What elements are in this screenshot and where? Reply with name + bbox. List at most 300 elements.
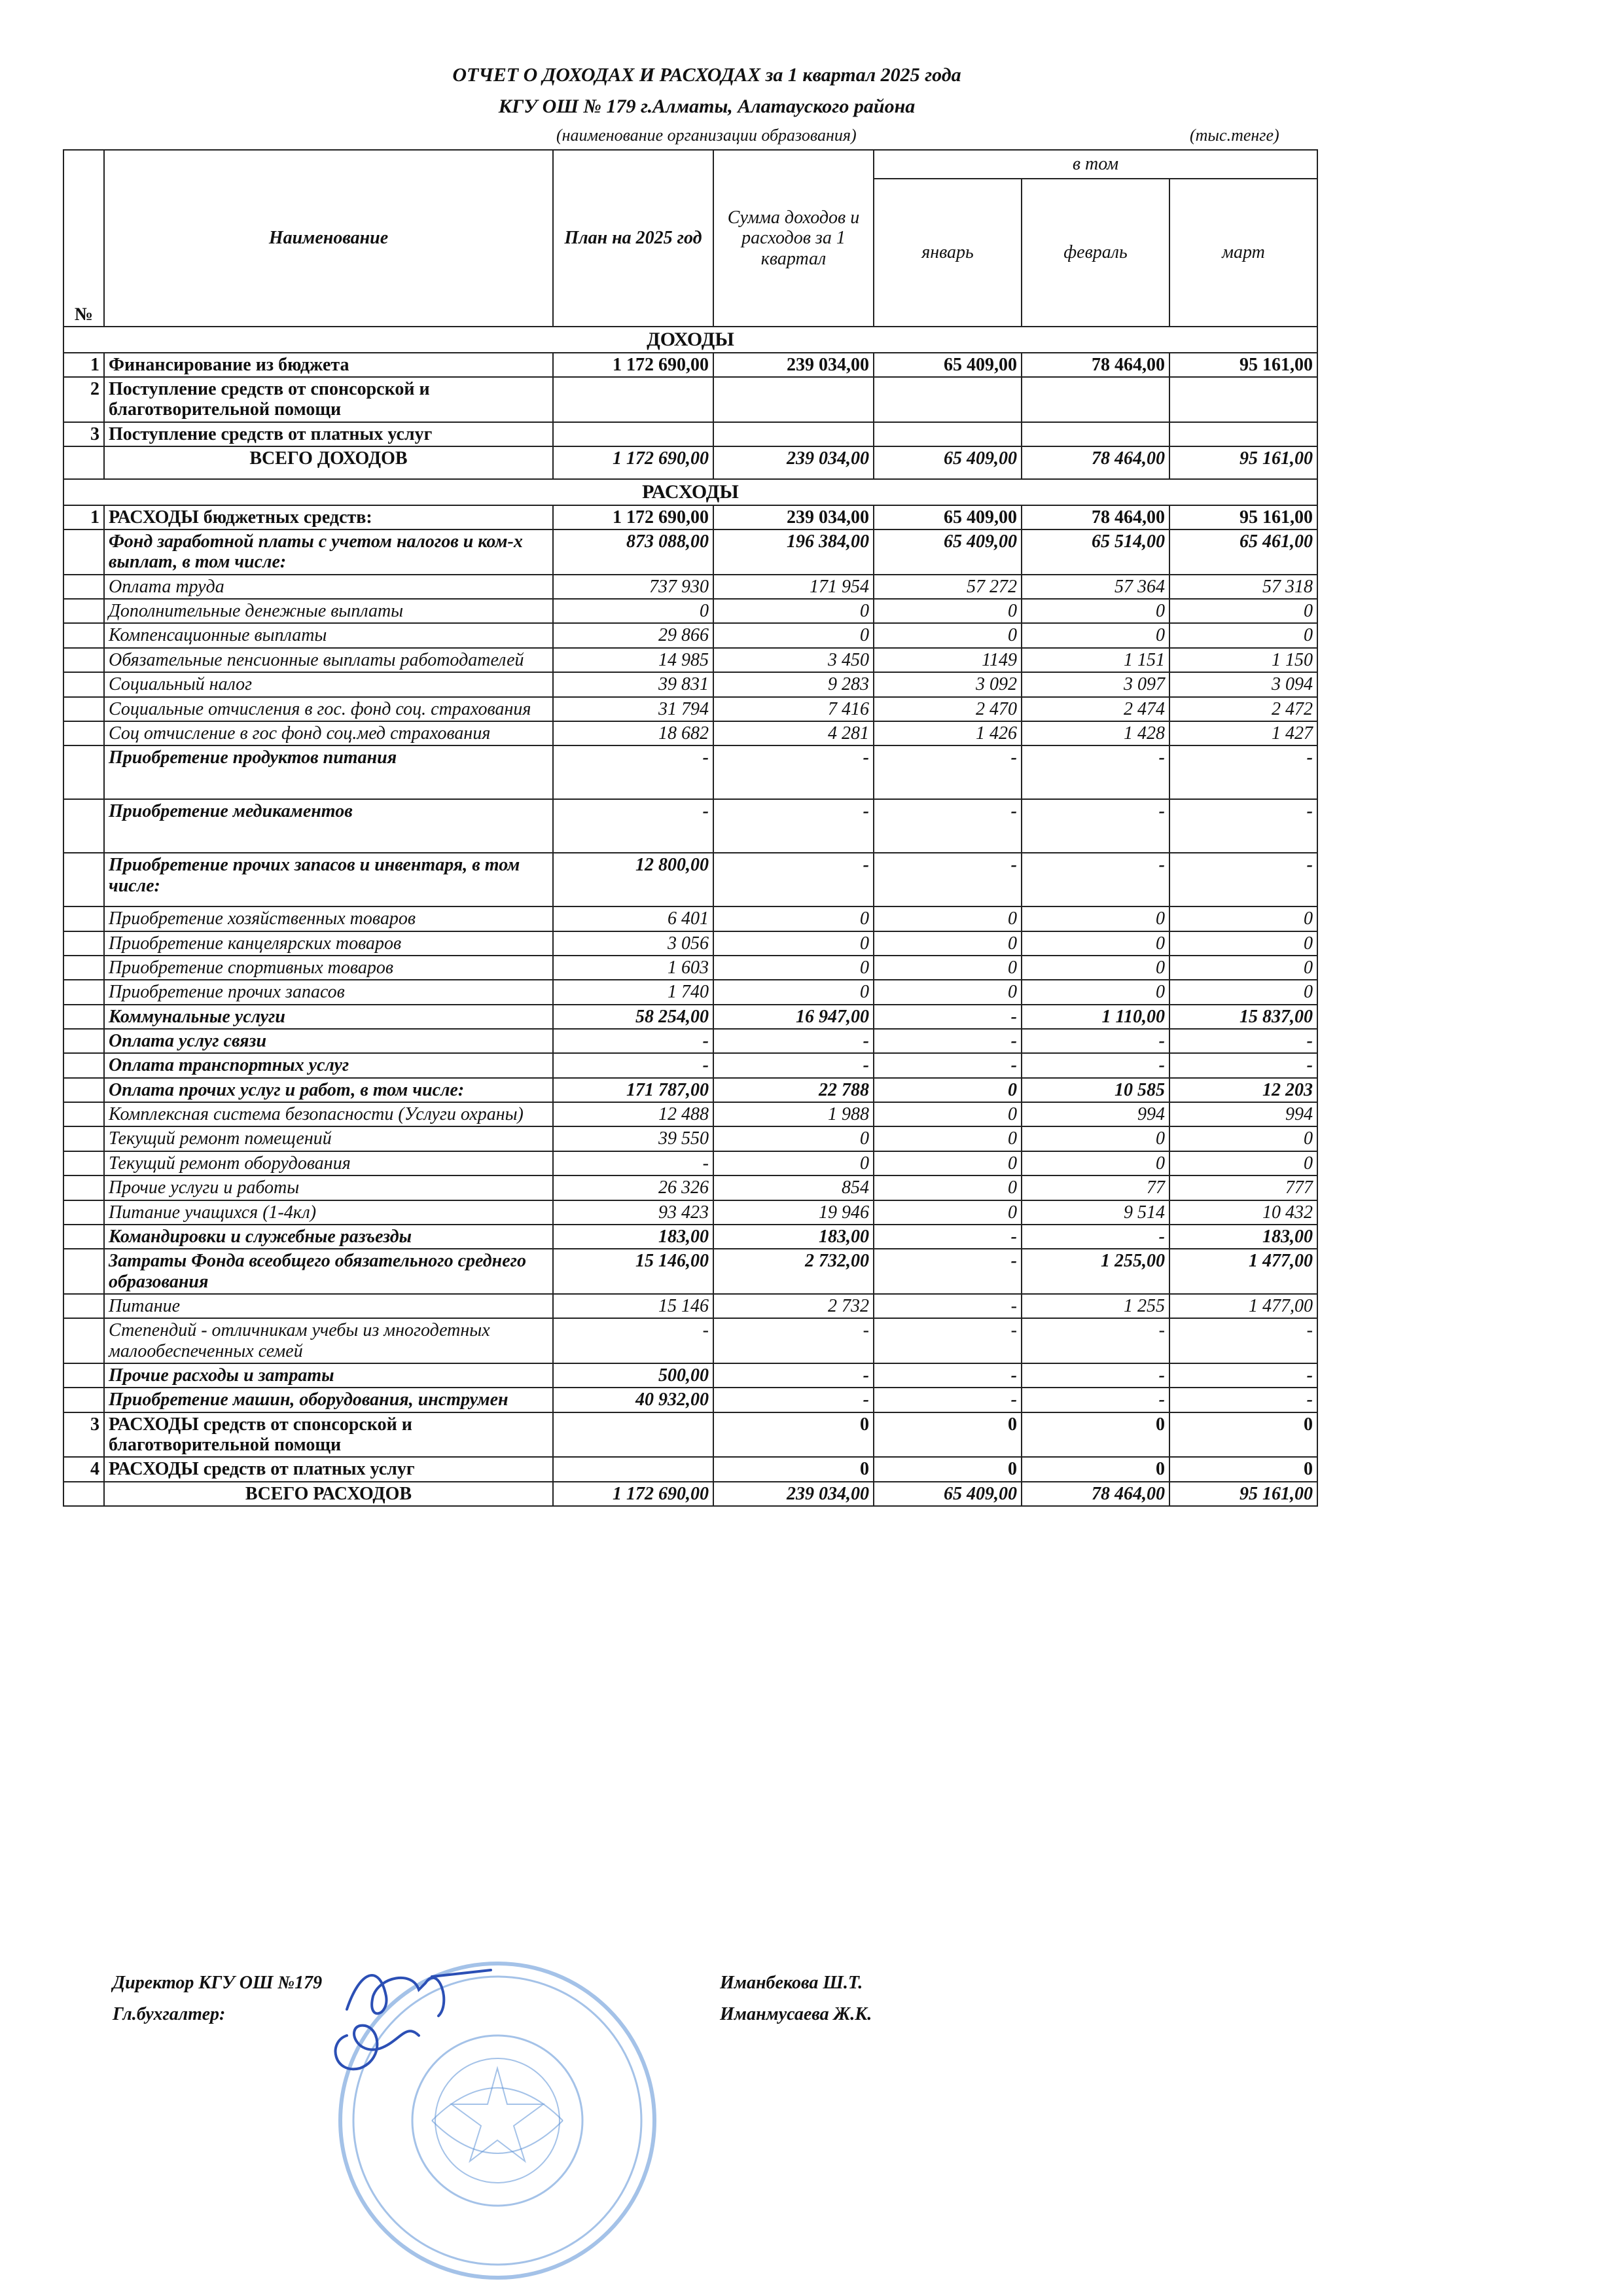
quarter-sum-value: 183,00 <box>713 1225 874 1249</box>
february-value: 3 097 <box>1022 672 1169 696</box>
february-value: 57 364 <box>1022 575 1169 599</box>
column-header-num: № <box>63 150 104 327</box>
row-name: Социальные отчисления в гос. фонд соц. страхования <box>104 697 553 721</box>
plan-value: 183,00 <box>553 1225 713 1249</box>
january-value: 0 <box>874 906 1022 931</box>
accountant-name: Иманмусаева Ж.К. <box>720 2004 872 2024</box>
january-value: 65 409,00 <box>874 529 1022 575</box>
march-value: 183,00 <box>1169 1225 1317 1249</box>
january-value: - <box>874 1318 1022 1363</box>
january-value: - <box>874 1005 1022 1029</box>
row-number <box>63 1388 104 1412</box>
february-value: 78 464,00 <box>1022 1482 1169 1506</box>
quarter-sum-value: - <box>713 853 874 906</box>
quarter-sum-value: 3 450 <box>713 648 874 672</box>
january-value: - <box>874 1249 1022 1294</box>
row-number <box>63 956 104 980</box>
march-value: 95 161,00 <box>1169 353 1317 377</box>
february-value: 0 <box>1022 906 1169 931</box>
organization-caption: (наименование организации образования) <box>556 126 857 145</box>
report-title: ОТЧЕТ О ДОХОДАХ И РАСХОДАХ за 1 квартал 2025 года <box>452 64 961 86</box>
row-name: Компенсационные выплаты <box>104 623 553 647</box>
january-value: 65 409,00 <box>874 1482 1022 1506</box>
march-value: 0 <box>1169 931 1317 956</box>
row-number <box>63 1005 104 1029</box>
march-value: 0 <box>1169 1412 1317 1458</box>
february-value: - <box>1022 745 1169 799</box>
row-name: Фонд заработной платы с учетом налогов и ком-х выплат, в том числе: <box>104 529 553 575</box>
row-number: 2 <box>63 377 104 422</box>
plan-value: - <box>553 1029 713 1053</box>
plan-value: 14 985 <box>553 648 713 672</box>
march-value: 1 477,00 <box>1169 1294 1317 1318</box>
director-title: Директор КГУ ОШ №179 <box>113 1973 323 1993</box>
table-row <box>63 745 1317 799</box>
plan-value: 1 172 690,00 <box>553 446 713 479</box>
table-row <box>63 956 1317 980</box>
january-value: 0 <box>874 1078 1022 1102</box>
january-value: - <box>874 1029 1022 1053</box>
table-row <box>63 1005 1317 1029</box>
january-value: 0 <box>874 1102 1022 1126</box>
plan-value: - <box>553 799 713 853</box>
row-number <box>63 1175 104 1200</box>
quarter-sum-value: 0 <box>713 956 874 980</box>
row-number <box>63 446 104 479</box>
row-number <box>63 1053 104 1077</box>
row-number <box>63 1249 104 1294</box>
plan-value: 1 172 690,00 <box>553 505 713 529</box>
january-value: 65 409,00 <box>874 446 1022 479</box>
march-value: 994 <box>1169 1102 1317 1126</box>
plan-value: 1 172 690,00 <box>553 353 713 377</box>
january-value: 0 <box>874 1126 1022 1151</box>
row-name: Социальный налог <box>104 672 553 696</box>
february-value: - <box>1022 1363 1169 1388</box>
plan-value: 40 932,00 <box>553 1388 713 1412</box>
row-name: Поступление средств от платных услуг <box>104 422 553 446</box>
march-value: 65 461,00 <box>1169 529 1317 575</box>
quarter-sum-value: 239 034,00 <box>713 446 874 479</box>
table-row <box>63 1078 1317 1102</box>
february-value: 1 255,00 <box>1022 1249 1169 1294</box>
row-number <box>63 799 104 853</box>
table-row <box>63 799 1317 853</box>
march-value: 0 <box>1169 956 1317 980</box>
row-number <box>63 1078 104 1102</box>
row-name: Питание <box>104 1294 553 1318</box>
expenses-section <box>63 479 1317 505</box>
quarter-sum-value: 0 <box>713 1412 874 1458</box>
february-value: 0 <box>1022 599 1169 623</box>
february-value <box>1022 422 1169 446</box>
quarter-sum-value: 0 <box>713 1126 874 1151</box>
row-name: Степендий - отличникам учебы из многодетных малообеспеченных семей <box>104 1318 553 1363</box>
february-value: 78 464,00 <box>1022 446 1169 479</box>
quarter-sum-value: 0 <box>713 1151 874 1175</box>
row-name: Приобретение продуктов питания <box>104 745 553 799</box>
row-name: ВСЕГО ДОХОДОВ <box>104 446 553 479</box>
table-row <box>63 353 1317 377</box>
row-name: Финансирование из бюджета <box>104 353 553 377</box>
january-value: 0 <box>874 599 1022 623</box>
january-value: 0 <box>874 1412 1022 1458</box>
march-value: - <box>1169 745 1317 799</box>
row-number: 1 <box>63 505 104 529</box>
quarter-sum-value <box>713 422 874 446</box>
february-value: - <box>1022 853 1169 906</box>
table-row <box>63 422 1317 446</box>
plan-value <box>553 1457 713 1481</box>
january-value: 0 <box>874 1175 1022 1200</box>
income-total-row <box>63 446 1317 479</box>
march-value: 0 <box>1169 1126 1317 1151</box>
plan-value: 6 401 <box>553 906 713 931</box>
january-value: 0 <box>874 623 1022 647</box>
february-value: 9 514 <box>1022 1200 1169 1225</box>
plan-value: 1 172 690,00 <box>553 1482 713 1506</box>
row-name: Соц отчисление в гос фонд соц.мед страхования <box>104 721 553 745</box>
row-number <box>63 529 104 575</box>
quarter-sum-value: - <box>713 1388 874 1412</box>
row-number <box>63 575 104 599</box>
row-name: Поступление средств от спонсорской и благотворительной помощи <box>104 377 553 422</box>
february-value: - <box>1022 1053 1169 1077</box>
march-value: - <box>1169 1388 1317 1412</box>
march-value: 95 161,00 <box>1169 446 1317 479</box>
row-name: Приобретение прочих запасов <box>104 980 553 1004</box>
income-section-title: ДОХОДЫ <box>63 327 1317 353</box>
table-row <box>63 1200 1317 1225</box>
plan-value: - <box>553 1053 713 1077</box>
march-value: 15 837,00 <box>1169 1005 1317 1029</box>
column-header-january: январь <box>874 179 1022 327</box>
plan-value: 171 787,00 <box>553 1078 713 1102</box>
row-number <box>63 599 104 623</box>
column-header-name: Наименование <box>104 150 553 327</box>
march-value: 0 <box>1169 623 1317 647</box>
quarter-sum-value: 196 384,00 <box>713 529 874 575</box>
row-name: Питание учащихся (1-4кл) <box>104 1200 553 1225</box>
january-value: 0 <box>874 980 1022 1004</box>
table-row <box>63 721 1317 745</box>
january-value <box>874 422 1022 446</box>
february-value: 1 110,00 <box>1022 1005 1169 1029</box>
income-section <box>63 327 1317 353</box>
february-value: - <box>1022 1225 1169 1249</box>
february-value: 65 514,00 <box>1022 529 1169 575</box>
table-row <box>63 1363 1317 1388</box>
column-header-march: март <box>1169 179 1317 327</box>
march-value: 2 472 <box>1169 697 1317 721</box>
january-value: - <box>874 1294 1022 1318</box>
january-value: 0 <box>874 1200 1022 1225</box>
row-number <box>63 697 104 721</box>
row-name: Дополнительные денежные выплаты <box>104 599 553 623</box>
table-row <box>63 1457 1317 1481</box>
february-value: 77 <box>1022 1175 1169 1200</box>
plan-value <box>553 422 713 446</box>
february-value: 10 585 <box>1022 1078 1169 1102</box>
row-name: Приобретение спортивных товаров <box>104 956 553 980</box>
quarter-sum-value: 7 416 <box>713 697 874 721</box>
row-name: Оплата прочих услуг и работ, в том числе: <box>104 1078 553 1102</box>
quarter-sum-value: 0 <box>713 980 874 1004</box>
table-row <box>63 599 1317 623</box>
table-row <box>63 1102 1317 1126</box>
row-number <box>63 1225 104 1249</box>
row-number <box>63 1200 104 1225</box>
quarter-sum-value <box>713 377 874 422</box>
march-value: 1 150 <box>1169 648 1317 672</box>
plan-value: 93 423 <box>553 1200 713 1225</box>
march-value: 95 161,00 <box>1169 1482 1317 1506</box>
column-header-plan: План на 2025 год <box>553 150 713 327</box>
row-number <box>63 931 104 956</box>
january-value: - <box>874 1053 1022 1077</box>
plan-value: 0 <box>553 599 713 623</box>
row-name: Приобретение медикаментов <box>104 799 553 853</box>
march-value: - <box>1169 1363 1317 1388</box>
february-value: 1 428 <box>1022 721 1169 745</box>
february-value: 1 255 <box>1022 1294 1169 1318</box>
row-name: Обязательные пенсионные выплаты работодателей <box>104 648 553 672</box>
table-row <box>63 1225 1317 1249</box>
row-name: Оплата транспортных услуг <box>104 1053 553 1077</box>
quarter-sum-value: 19 946 <box>713 1200 874 1225</box>
row-name: Оплата услуг связи <box>104 1029 553 1053</box>
plan-value: 39 831 <box>553 672 713 696</box>
quarter-sum-value: - <box>713 1318 874 1363</box>
march-value: 0 <box>1169 906 1317 931</box>
plan-value <box>553 1412 713 1458</box>
january-value: 0 <box>874 956 1022 980</box>
january-value <box>874 377 1022 422</box>
march-value: - <box>1169 853 1317 906</box>
january-value: 1149 <box>874 648 1022 672</box>
row-number <box>63 1318 104 1363</box>
february-value: - <box>1022 1029 1169 1053</box>
march-value: 0 <box>1169 599 1317 623</box>
february-value: 78 464,00 <box>1022 353 1169 377</box>
february-value: 0 <box>1022 1457 1169 1481</box>
row-name: Коммунальные услуги <box>104 1005 553 1029</box>
march-value: 0 <box>1169 1151 1317 1175</box>
february-value: 0 <box>1022 980 1169 1004</box>
row-name: Приобретение канцелярских товаров <box>104 931 553 956</box>
table-row <box>63 1126 1317 1151</box>
row-number <box>63 1363 104 1388</box>
row-number <box>63 853 104 906</box>
row-name: Приобретение машин, оборудования, инструмен <box>104 1388 553 1412</box>
row-name: Текущий ремонт оборудования <box>104 1151 553 1175</box>
january-value: - <box>874 853 1022 906</box>
march-value: - <box>1169 1053 1317 1077</box>
quarter-sum-value: 239 034,00 <box>713 505 874 529</box>
quarter-sum-value: 239 034,00 <box>713 1482 874 1506</box>
january-value: 1 426 <box>874 721 1022 745</box>
table-row <box>63 505 1317 529</box>
table-row <box>63 623 1317 647</box>
plan-value: 1 603 <box>553 956 713 980</box>
january-value: - <box>874 1225 1022 1249</box>
march-value <box>1169 422 1317 446</box>
row-number <box>63 1482 104 1506</box>
plan-value: 18 682 <box>553 721 713 745</box>
row-name: Затраты Фонда всеобщего обязательного среднего образования <box>104 1249 553 1294</box>
quarter-sum-value: 854 <box>713 1175 874 1200</box>
march-value: 1 427 <box>1169 721 1317 745</box>
january-value: 0 <box>874 1457 1022 1481</box>
quarter-sum-value: 1 988 <box>713 1102 874 1126</box>
quarter-sum-value: 239 034,00 <box>713 353 874 377</box>
row-name: РАСХОДЫ бюджетных средств: <box>104 505 553 529</box>
plan-value: 15 146 <box>553 1294 713 1318</box>
march-value: 777 <box>1169 1175 1317 1200</box>
february-value: - <box>1022 1318 1169 1363</box>
plan-value: 3 056 <box>553 931 713 956</box>
plan-value: 737 930 <box>553 575 713 599</box>
table-row <box>63 648 1317 672</box>
row-number: 3 <box>63 422 104 446</box>
signature-accountant <box>321 1996 452 2081</box>
row-number <box>63 1126 104 1151</box>
table-row <box>63 1029 1317 1053</box>
plan-value: 873 088,00 <box>553 529 713 575</box>
table-row <box>63 1249 1317 1294</box>
january-value: - <box>874 799 1022 853</box>
january-value: 65 409,00 <box>874 505 1022 529</box>
table-row <box>63 1318 1317 1363</box>
quarter-sum-value: 0 <box>713 1457 874 1481</box>
march-value: 95 161,00 <box>1169 505 1317 529</box>
table-row <box>63 1151 1317 1175</box>
row-number <box>63 648 104 672</box>
january-value: 57 272 <box>874 575 1022 599</box>
expenses-total-row <box>63 1482 1317 1506</box>
table-row <box>63 377 1317 422</box>
quarter-sum-value: 9 283 <box>713 672 874 696</box>
row-number <box>63 1029 104 1053</box>
march-value: 10 432 <box>1169 1200 1317 1225</box>
row-name: ВСЕГО РАСХОДОВ <box>104 1482 553 1506</box>
quarter-sum-value: 0 <box>713 599 874 623</box>
february-value: 0 <box>1022 1126 1169 1151</box>
quarter-sum-value: - <box>713 745 874 799</box>
quarter-sum-value: 16 947,00 <box>713 1005 874 1029</box>
january-value: 0 <box>874 1151 1022 1175</box>
plan-value: 500,00 <box>553 1363 713 1388</box>
row-name: Текущий ремонт помещений <box>104 1126 553 1151</box>
march-value: 1 477,00 <box>1169 1249 1317 1294</box>
organization-name: КГУ ОШ № 179 г.Алматы, Алатауского района <box>498 96 916 117</box>
february-value: - <box>1022 799 1169 853</box>
table-row <box>63 1388 1317 1412</box>
plan-value: 39 550 <box>553 1126 713 1151</box>
february-value: 0 <box>1022 1151 1169 1175</box>
row-number <box>63 672 104 696</box>
february-value <box>1022 377 1169 422</box>
january-value: 0 <box>874 931 1022 956</box>
february-value: 0 <box>1022 956 1169 980</box>
table-row <box>63 672 1317 696</box>
row-name: Приобретение хозяйственных товаров <box>104 906 553 931</box>
row-number <box>63 1102 104 1126</box>
table-row <box>63 906 1317 931</box>
plan-value: - <box>553 745 713 799</box>
february-value: 994 <box>1022 1102 1169 1126</box>
row-number <box>63 980 104 1004</box>
february-value: 2 474 <box>1022 697 1169 721</box>
column-header-sum: Сумма доходов и расходов за 1 квартал <box>713 150 874 327</box>
plan-value: 31 794 <box>553 697 713 721</box>
quarter-sum-value: 2 732,00 <box>713 1249 874 1294</box>
plan-value: 12 488 <box>553 1102 713 1126</box>
january-value: 3 092 <box>874 672 1022 696</box>
january-value: 65 409,00 <box>874 353 1022 377</box>
row-number <box>63 1151 104 1175</box>
director-name: Иманбекова Ш.Т. <box>720 1973 863 1993</box>
table-row <box>63 697 1317 721</box>
march-value: 12 203 <box>1169 1078 1317 1102</box>
quarter-sum-value: 0 <box>713 906 874 931</box>
row-name: Прочие услуги и работы <box>104 1175 553 1200</box>
quarter-sum-value: 0 <box>713 623 874 647</box>
plan-value: 15 146,00 <box>553 1249 713 1294</box>
plan-value: - <box>553 1318 713 1363</box>
report-table <box>63 149 1318 1507</box>
march-value: 0 <box>1169 1457 1317 1481</box>
column-header-including: в том <box>874 150 1317 179</box>
quarter-sum-value: - <box>713 1363 874 1388</box>
quarter-sum-value: 0 <box>713 931 874 956</box>
march-value: 57 318 <box>1169 575 1317 599</box>
quarter-sum-value: 171 954 <box>713 575 874 599</box>
march-value: - <box>1169 1318 1317 1363</box>
quarter-sum-value: - <box>713 799 874 853</box>
accountant-title: Гл.бухгалтер: <box>113 2004 226 2024</box>
march-value: 3 094 <box>1169 672 1317 696</box>
february-value: 0 <box>1022 931 1169 956</box>
january-value: - <box>874 1363 1022 1388</box>
column-header-february: февраль <box>1022 179 1169 327</box>
march-value: 0 <box>1169 980 1317 1004</box>
row-number <box>63 1294 104 1318</box>
march-value <box>1169 377 1317 422</box>
row-name: РАСХОДЫ средств от платных услуг <box>104 1457 553 1481</box>
plan-value: - <box>553 1151 713 1175</box>
february-value: - <box>1022 1388 1169 1412</box>
row-number <box>63 745 104 799</box>
row-name: Комплексная система безопасности (Услуги охраны) <box>104 1102 553 1126</box>
row-number <box>63 906 104 931</box>
expenses-section-title: РАСХОДЫ <box>63 479 1317 505</box>
table-row <box>63 1175 1317 1200</box>
row-number <box>63 623 104 647</box>
plan-value: 26 326 <box>553 1175 713 1200</box>
quarter-sum-value: 2 732 <box>713 1294 874 1318</box>
table-row <box>63 575 1317 599</box>
plan-value <box>553 377 713 422</box>
table-row <box>63 1412 1317 1458</box>
table-body <box>63 327 1317 1506</box>
row-name: РАСХОДЫ средств от спонсорской и благотворительной помощи <box>104 1412 553 1458</box>
table-row <box>63 853 1317 906</box>
row-name: Прочие расходы и затраты <box>104 1363 553 1388</box>
plan-value: 12 800,00 <box>553 853 713 906</box>
table-row <box>63 980 1317 1004</box>
february-value: 0 <box>1022 1412 1169 1458</box>
